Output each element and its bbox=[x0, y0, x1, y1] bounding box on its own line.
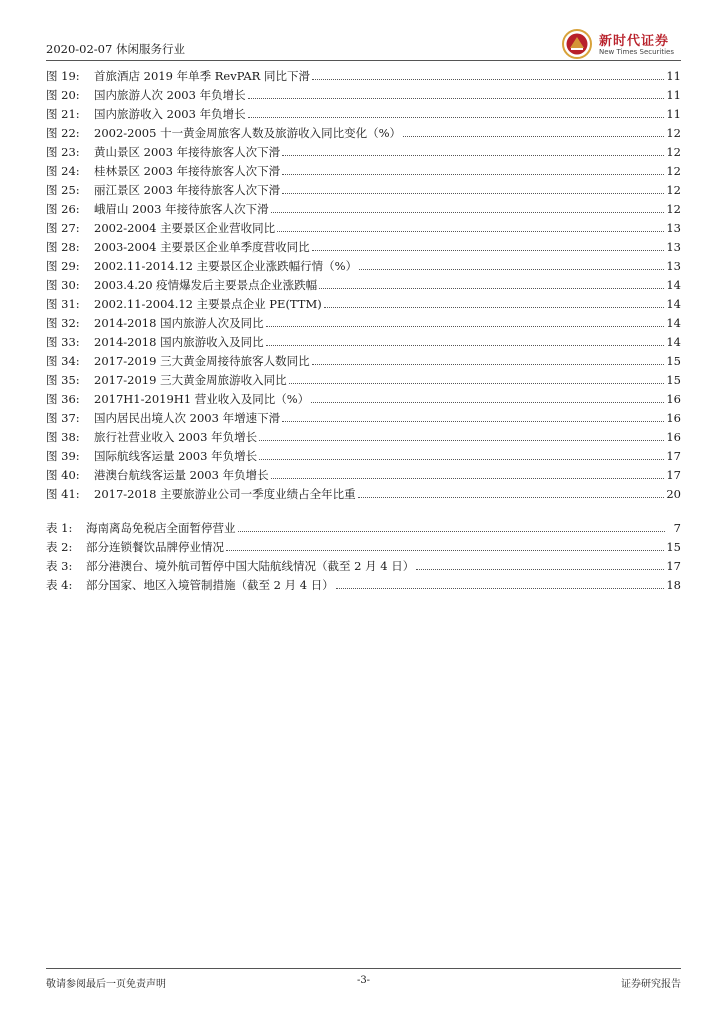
figure-entry-label: 图 37: bbox=[46, 410, 80, 425]
figure-entry-page: 16 bbox=[666, 391, 681, 406]
figure-entry-title: 国内居民出境人次 2003 年增速下滑 bbox=[94, 410, 281, 425]
table-entry-title: 部分连锁餐饮品牌停业情况 bbox=[86, 539, 224, 554]
figure-entry[interactable] bbox=[46, 351, 681, 370]
figure-entry[interactable] bbox=[46, 85, 681, 104]
figure-entry[interactable] bbox=[46, 294, 681, 313]
figure-entry-page: 12 bbox=[666, 182, 681, 197]
figure-entry[interactable] bbox=[46, 142, 681, 161]
header-divider bbox=[46, 60, 681, 61]
figure-entry-title: 2014-2018 国内旅游收入及同比 bbox=[94, 334, 264, 349]
table-entry-title: 部分港澳台、境外航司暂停中国大陆航线情况（截至 2 月 4 日） bbox=[86, 558, 415, 573]
figure-entry-label: 图 30: bbox=[46, 277, 80, 292]
dot-leader bbox=[266, 326, 665, 327]
figure-entry-page: 15 bbox=[666, 353, 681, 368]
dot-leader bbox=[226, 550, 664, 551]
figure-entry[interactable] bbox=[46, 218, 681, 237]
table-entry-label: 表 2: bbox=[46, 539, 73, 554]
figure-entry-label: 图 24: bbox=[46, 163, 80, 178]
dot-leader bbox=[311, 402, 664, 403]
figure-entry-title: 2002-2004 主要景区企业营收同比 bbox=[94, 220, 276, 235]
figure-entry-label: 图 33: bbox=[46, 334, 80, 349]
figure-entry-title: 国内旅游人次 2003 年负增长 bbox=[94, 87, 246, 102]
figure-entry-label: 图 40: bbox=[46, 467, 80, 482]
figure-entry-page: 11 bbox=[666, 87, 681, 102]
figure-entry[interactable] bbox=[46, 427, 681, 446]
figure-entry-label: 图 21: bbox=[46, 106, 80, 121]
dot-leader bbox=[312, 250, 665, 251]
figure-entry-title: 黄山景区 2003 年接待旅客人次下滑 bbox=[94, 144, 281, 159]
dot-leader bbox=[289, 383, 665, 384]
dot-leader bbox=[416, 569, 664, 570]
figure-entry-label: 图 25: bbox=[46, 182, 80, 197]
figure-entry-title: 2002.11-2004.12 主要景点企业 PE(TTM) bbox=[94, 296, 322, 311]
figure-entry-title: 2002-2005 十一黄金周旅客人数及旅游收入同比变化（%） bbox=[94, 125, 401, 140]
figure-entry[interactable] bbox=[46, 313, 681, 332]
figure-entry-title: 旅行社营业收入 2003 年负增长 bbox=[94, 429, 258, 444]
logo-chinese-name: 新时代证券 bbox=[599, 34, 670, 49]
footer-page-number: -3- bbox=[356, 975, 371, 986]
figure-entry[interactable] bbox=[46, 161, 681, 180]
dot-leader bbox=[266, 345, 665, 346]
figure-entry[interactable] bbox=[46, 180, 681, 199]
figure-entry-page: 20 bbox=[666, 486, 681, 501]
figure-entry-label: 图 22: bbox=[46, 125, 80, 140]
figure-entry-page: 12 bbox=[666, 163, 681, 178]
page-footer bbox=[46, 968, 681, 991]
figure-entry-page: 16 bbox=[666, 410, 681, 425]
table-entry-page: 7 bbox=[673, 520, 681, 535]
figure-entry-page: 13 bbox=[666, 258, 681, 273]
figure-entry-title: 峨眉山 2003 年接待旅客人次下滑 bbox=[94, 201, 269, 216]
figure-entry-label: 图 31: bbox=[46, 296, 80, 311]
table-entry-page: 18 bbox=[666, 577, 681, 592]
figure-entry[interactable] bbox=[46, 275, 681, 294]
figure-entry-page: 12 bbox=[666, 201, 681, 216]
dot-leader bbox=[359, 269, 664, 270]
figure-entry-title: 2017-2019 三大黄金周旅游收入同比 bbox=[94, 372, 287, 387]
figure-entry-page: 12 bbox=[666, 125, 681, 140]
dot-leader bbox=[358, 497, 665, 498]
dot-leader bbox=[248, 117, 665, 118]
table-entry-page: 15 bbox=[666, 539, 681, 554]
figure-entry-label: 图 23: bbox=[46, 144, 80, 159]
table-entry-page: 17 bbox=[666, 558, 681, 573]
table-entry-label: 表 3: bbox=[46, 558, 73, 573]
figure-entry-page: 15 bbox=[666, 372, 681, 387]
tables-index bbox=[46, 518, 681, 594]
figure-entry[interactable] bbox=[46, 370, 681, 389]
dot-leader bbox=[277, 231, 664, 232]
figure-entry-label: 图 32: bbox=[46, 315, 80, 330]
figure-entry-label: 图 27: bbox=[46, 220, 80, 235]
figure-entry-title: 2017H1-2019H1 营业收入及同比（%） bbox=[94, 391, 310, 406]
figure-entry[interactable] bbox=[46, 256, 681, 275]
company-logo bbox=[561, 28, 681, 60]
figure-entry-label: 图 19: bbox=[46, 68, 80, 83]
table-entry[interactable] bbox=[46, 575, 681, 594]
dot-leader bbox=[282, 155, 664, 156]
figure-entry-label: 图 28: bbox=[46, 239, 80, 254]
table-entry-title: 海南离岛免税店全面暂停营业 bbox=[86, 520, 236, 535]
figure-entry-page: 12 bbox=[666, 144, 681, 159]
footer-disclaimer: 敬请参阅最后一页免责声明 bbox=[46, 979, 166, 990]
figure-entry-label: 图 38: bbox=[46, 429, 80, 444]
figure-entry-page: 11 bbox=[666, 68, 681, 83]
figure-entry[interactable] bbox=[46, 123, 681, 142]
dot-leader bbox=[282, 174, 664, 175]
figure-entry-title: 首旅酒店 2019 年单季 RevPAR 同比下滑 bbox=[94, 68, 310, 83]
figure-entry[interactable] bbox=[46, 237, 681, 256]
figure-entry-label: 图 20: bbox=[46, 87, 80, 102]
figure-entry-page: 17 bbox=[666, 467, 681, 482]
logo-english-name: New Times Securities bbox=[599, 48, 674, 56]
header-date-sector: 2020-02-07 休闲服务行业 bbox=[46, 42, 185, 56]
figure-entry-title: 2003.4.20 疫情爆发后主要景点企业涨跌幅 bbox=[94, 277, 318, 292]
dot-leader bbox=[312, 364, 665, 365]
figure-entry-title: 2014-2018 国内旅游人次及同比 bbox=[94, 315, 264, 330]
table-entry-label: 表 1: bbox=[46, 520, 73, 535]
figure-entry-title: 2002.11-2014.12 主要景区企业涨跌幅行情（%） bbox=[94, 258, 358, 273]
dot-leader bbox=[324, 307, 665, 308]
figure-entry-label: 图 41: bbox=[46, 486, 80, 501]
figure-entry[interactable] bbox=[46, 66, 681, 85]
figure-entry[interactable] bbox=[46, 465, 681, 484]
figure-entry[interactable] bbox=[46, 104, 681, 123]
dot-leader bbox=[336, 588, 665, 589]
page-header bbox=[46, 28, 681, 62]
dot-leader bbox=[259, 440, 664, 441]
figure-entry-label: 图 29: bbox=[46, 258, 80, 273]
figure-entry-label: 图 39: bbox=[46, 448, 80, 463]
figure-entry-page: 16 bbox=[666, 429, 681, 444]
table-entry[interactable] bbox=[46, 556, 681, 575]
table-entry[interactable] bbox=[46, 537, 681, 556]
dot-leader bbox=[271, 212, 665, 213]
figure-entry-page: 11 bbox=[666, 106, 681, 121]
dot-leader bbox=[248, 98, 665, 99]
figure-entry-label: 图 36: bbox=[46, 391, 80, 406]
footer-report-type: 证券研究报告 bbox=[621, 979, 681, 990]
table-entry-title: 部分国家、地区入境管制措施（截至 2 月 4 日） bbox=[86, 577, 334, 592]
figure-entry-page: 14 bbox=[666, 315, 681, 330]
figure-entry-page: 13 bbox=[666, 239, 681, 254]
dot-leader bbox=[271, 478, 665, 479]
figure-entry-title: 2003-2004 主要景区企业单季度营收同比 bbox=[94, 239, 310, 254]
dot-leader bbox=[312, 79, 664, 80]
figure-entry-label: 图 35: bbox=[46, 372, 80, 387]
figure-entry-page: 17 bbox=[666, 448, 681, 463]
figure-entry-title: 2017-2018 主要旅游业公司一季度业绩占全年比重 bbox=[94, 486, 356, 501]
table-entry-label: 表 4: bbox=[46, 577, 73, 592]
figure-entry-label: 图 26: bbox=[46, 201, 80, 216]
dot-leader bbox=[238, 531, 666, 532]
figure-entry[interactable] bbox=[46, 408, 681, 427]
figure-entry-page: 14 bbox=[666, 296, 681, 311]
dot-leader bbox=[282, 421, 664, 422]
figure-entry[interactable] bbox=[46, 484, 681, 503]
figure-entry-title: 国际航线客运量 2003 年负增长 bbox=[94, 448, 258, 463]
figure-entry-label: 图 34: bbox=[46, 353, 80, 368]
figure-entry-page: 13 bbox=[666, 220, 681, 235]
dot-leader bbox=[259, 459, 664, 460]
dot-leader bbox=[403, 136, 664, 137]
figures-index bbox=[46, 66, 681, 503]
figure-entry[interactable] bbox=[46, 446, 681, 465]
table-entry[interactable] bbox=[46, 518, 681, 537]
figure-entry[interactable] bbox=[46, 332, 681, 351]
figure-entry[interactable] bbox=[46, 389, 681, 408]
figure-entry[interactable] bbox=[46, 199, 681, 218]
figure-entry-title: 丽江景区 2003 年接待旅客人次下滑 bbox=[94, 182, 281, 197]
figure-entry-page: 14 bbox=[666, 334, 681, 349]
dot-leader bbox=[319, 288, 664, 289]
figure-entry-page: 14 bbox=[666, 277, 681, 292]
figure-entry-title: 国内旅游收入 2003 年负增长 bbox=[94, 106, 246, 121]
dot-leader bbox=[282, 193, 664, 194]
figure-entry-title: 2017-2019 三大黄金周接待旅客人数同比 bbox=[94, 353, 310, 368]
figure-entry-title: 桂林景区 2003 年接待旅客人次下滑 bbox=[94, 163, 281, 178]
new-times-badge-icon bbox=[561, 28, 593, 60]
figure-entry-title: 港澳台航线客运量 2003 年负增长 bbox=[94, 467, 269, 482]
